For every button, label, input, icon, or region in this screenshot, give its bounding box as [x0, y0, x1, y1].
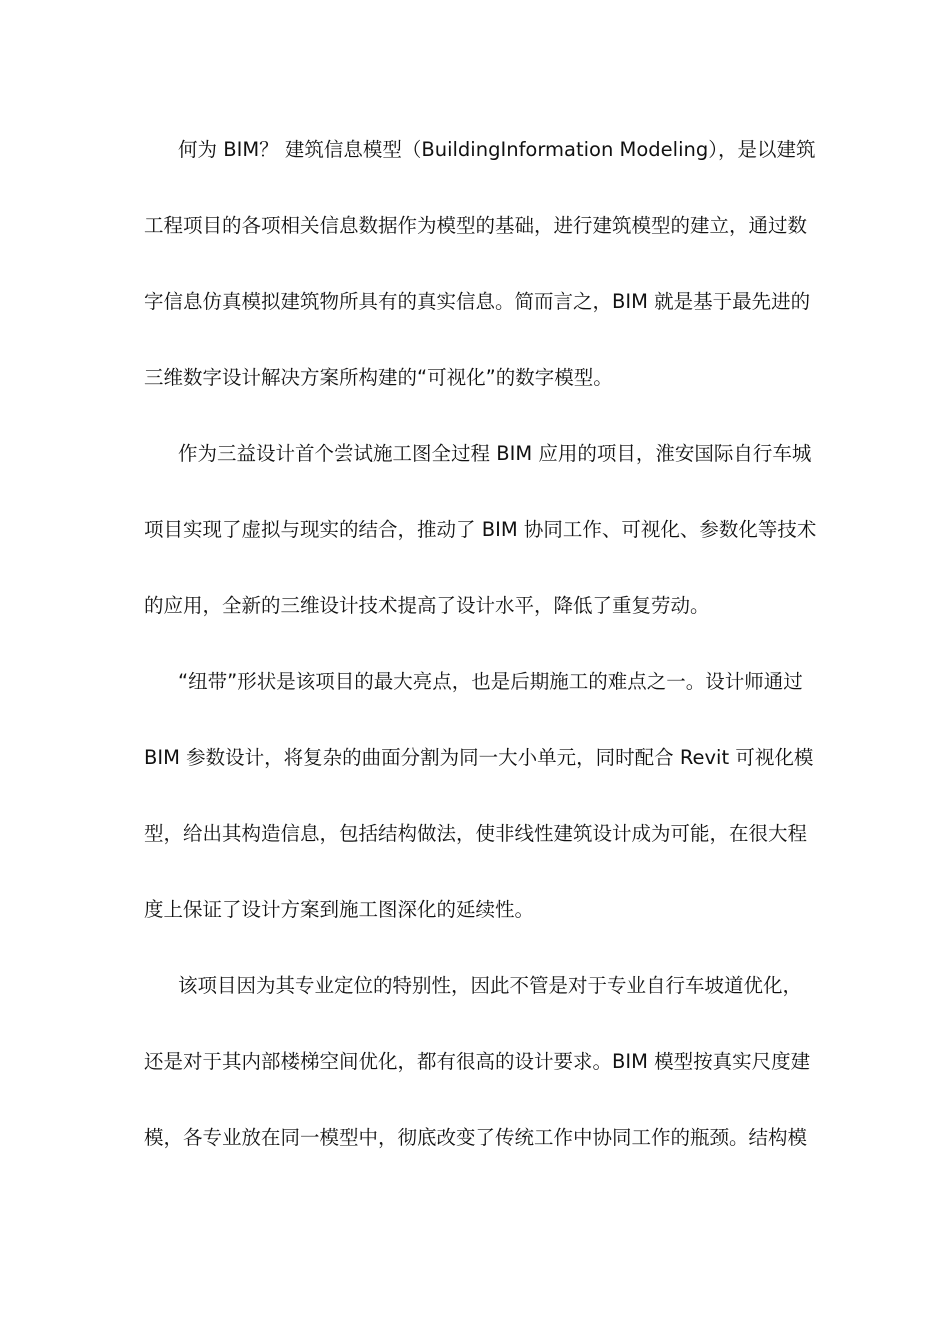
- paragraph-3-line-2: BIM 参数设计，将复杂的曲面分割为同一大小单元，同时配合 Revit 可视化模: [144, 746, 814, 769]
- body-text: [144, 128, 817, 1192]
- paragraph-1-line-1: 何为 BIM？ 建筑信息模型（BuildingInformation Modeling），是以建筑: [178, 138, 816, 161]
- paragraph-1-line-4: 三维数字设计解决方案所构建的“可视化”的数字模型。: [144, 366, 613, 389]
- paragraph-4-line-3: 模，各专业放在同一模型中，彻底改变了传统工作中协同工作的瓶颈。结构模: [144, 1126, 808, 1149]
- paragraph-1-line-3: 字信息仿真模拟建筑物所具有的真实信息。简而言之，BIM 就是基于最先进的: [144, 290, 811, 313]
- paragraph-4-line-2: 还是对于其内部楼梯空间优化，都有很高的设计要求。BIM 模型按真实尺度建: [144, 1050, 811, 1073]
- paragraph-1-line-2: 工程项目的各项相关信息数据作为模型的基础，进行建筑模型的建立，通过数: [144, 214, 808, 237]
- paragraph-2-line-2: 项目实现了虚拟与现实的结合，推动了 BIM 协同工作、可视化、参数化等技术: [144, 518, 817, 541]
- paragraph-3-line-3: 型，给出其构造信息，包括结构做法，使非线性建筑设计成为可能，在很大程: [144, 822, 808, 845]
- paragraph-3-line-4: 度上保证了设计方案到施工图深化的延续性。: [144, 898, 535, 921]
- paragraph-3-line-1: “纽带”形状是该项目的最大亮点，也是后期施工的难点之一。设计师通过: [178, 670, 803, 693]
- paragraph-2-line-1: 作为三益设计首个尝试施工图全过程 BIM 应用的项目，淮安国际自行车城: [178, 442, 812, 465]
- paragraph-2-line-3: 的应用，全新的三维设计技术提高了设计水平，降低了重复劳动。: [144, 594, 710, 617]
- paragraph-4-line-1: 该项目因为其专业定位的特别性，因此不管是对于专业自行车坡道优化，: [178, 974, 803, 997]
